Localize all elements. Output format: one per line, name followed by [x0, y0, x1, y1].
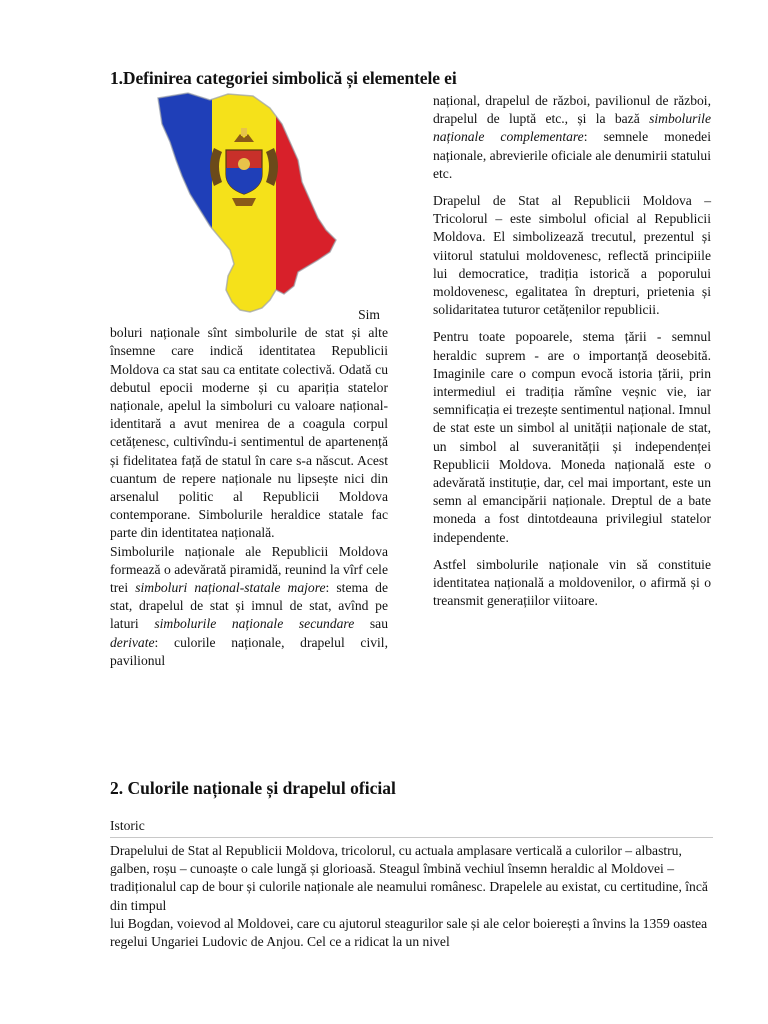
flag-blue-band: [148, 90, 212, 318]
sim-fragment: Sim: [358, 307, 380, 322]
right-paragraph-3: Pentru toate popoarele, stema țării - semnul heraldic suprem - are o importanță deosebită. Imaginile care o compun evocă istoria țării, prin intermediul ei tradiția rămîne veșnic vie, iar semnificația ei trezește sentimentul național. Imnul de stat este un simbol al unității naționale de stat, un simbol al suveranității și independenței Republicii Moldova. Moneda națională este o adevărată instituție, dar, cel mai important, este un semn al emancipării naționale. Dreptul de a bate moneda a fost dintotdeauna privilegiul statelor independente.: [433, 329, 711, 545]
section-heading-2: 2. Culorile naționale și drapelul oficial: [110, 778, 396, 798]
bottom-text: [110, 842, 713, 951]
flag-red-band: [276, 90, 344, 318]
bottom-paragraph-line-2: lui Bogdan, voievod al Moldovei, care cu ajutorul steagurilor sale și ale celor boierești a învins la 1359 oastea regelui Ungariei Ludovic de Anjou. Cel ce a ridicat la un nivel: [110, 915, 708, 950]
left-paragraph-2: Simbolurile naționale ale Republicii Moldova formează o adevărată piramidă, reunind la vîrf cele trei simboluri național-statale majore: stema de stat, drapelul de stat și imnul de stat, avînd pe laturi simbolurile naționale secundare sau derivate: culorile naționale, drapelul civil, pavilionul: [110, 543, 388, 668]
left-column: [110, 306, 388, 670]
right-paragraph-2: Drapelul de Stat al Republicii Moldova – Tricolorul – este simbolul oficial al Republicii Moldova. El simbolizează trecutul, prezentul și viitorul statului moldovenesc, reflectă principiile lui democratice, tradiția istorică a poporului moldovenesc, egalitatea în drepturi, prietenia și solidaritatea tuturor cetățenilor republicii.: [433, 193, 711, 318]
right-paragraph-4: Astfel simbolurile naționale vin să constituie identitatea națională a moldovenilor, o afirmă și o treansmit generațiilor viitoare.: [433, 556, 711, 609]
left-paragraph-1: boluri naționale sînt simbolurile de stat și alte însemne care indică identitatea Republicii Moldova ca stat sau ca entitate colectivă. Odată cu debutul epocii moderne și cu apariția statelor naționale, apelul la simboluri cu valoare național-identitară a avut menirea de a coagula corpul cetățenesc, cultivîndu-i sentimentul de apartenență și fidelitatea față de statul în care s-a născut. Acest cuantum de repere naționale nu lipsește nici din arsenalul politic al Republicii Moldova contemporane. Simbolurile heraldice statale fac parte din identitatea națională.: [110, 325, 388, 541]
right-column: [433, 92, 711, 610]
subheading-istoric: Istoric: [110, 817, 713, 838]
section-heading-1: 1.Definirea categoriei simbolică și elementele ei: [110, 68, 457, 88]
moldova-flag-map-image: [148, 90, 344, 318]
right-paragraph-1: național, drapelul de război, pavilionul de război, drapelul de luptă etc., și la bază simbolurile naționale complementare: semnele monedei naționale, abrevierile oficiale ale denumirii statului etc.: [433, 93, 711, 181]
bottom-paragraph-line-1: Drapelului de Stat al Republicii Moldova, tricolorul, cu actuala amplasare verticală a culorilor – albastru, galben, roșu – cunoaște o cale lungă și glorioasă. Steagul îmbină vechiul însemn heraldic al Moldovei – tradiționalul cap de bour și culorile naționale ale neamului românesc. Drapelele au existat, cu certitudine, încă din timpul: [110, 843, 708, 913]
